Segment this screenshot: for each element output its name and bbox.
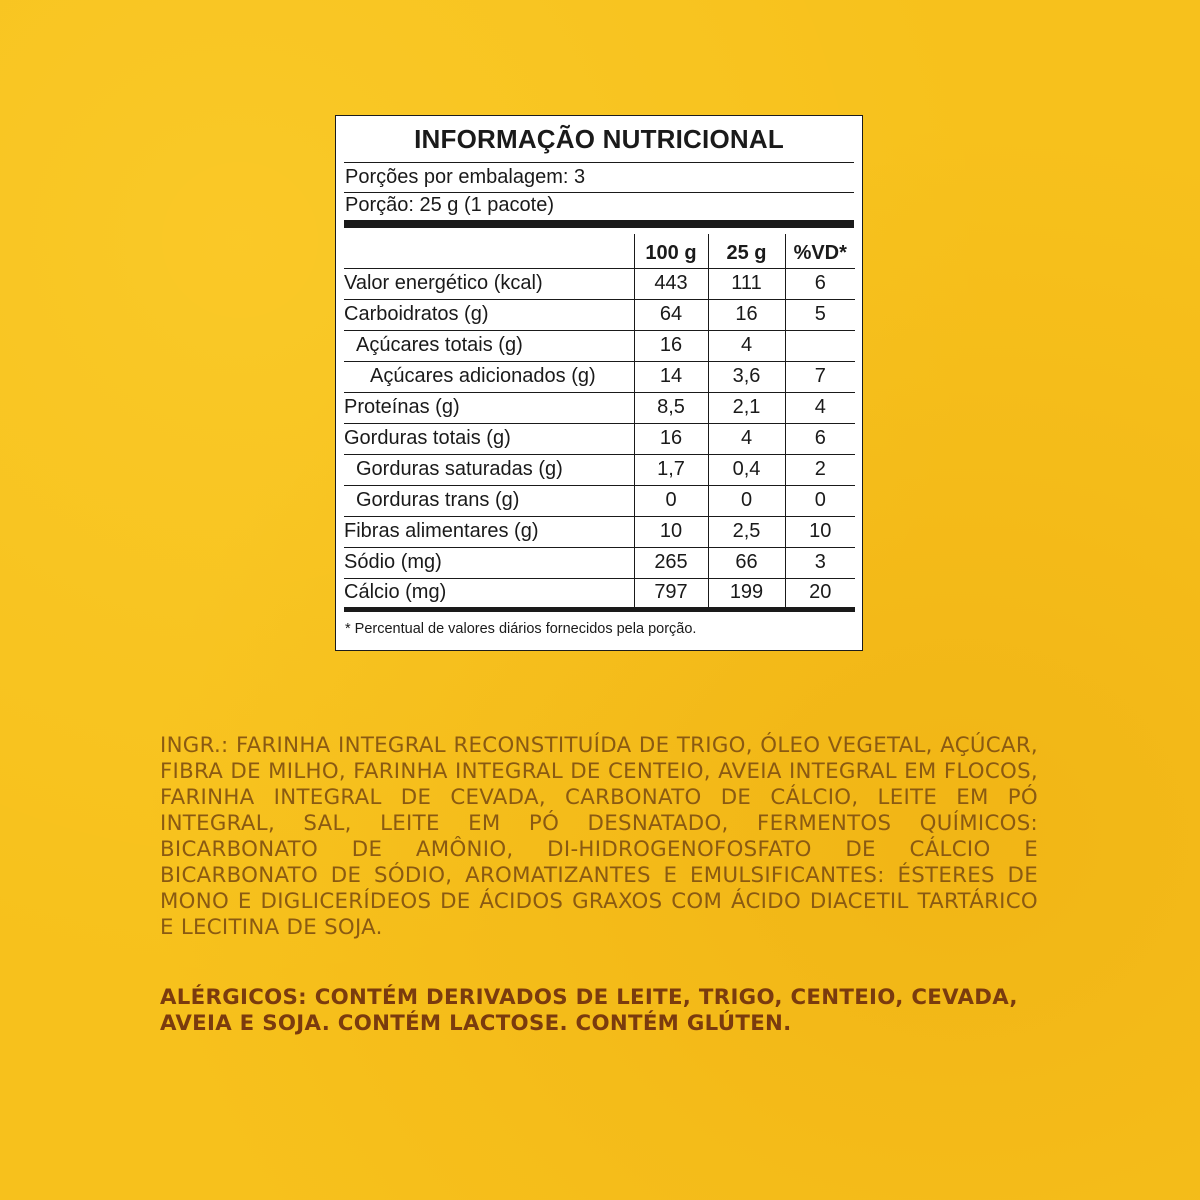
value-25g: 3,6 bbox=[708, 361, 785, 392]
value-vd: 6 bbox=[785, 268, 855, 299]
value-25g: 16 bbox=[708, 299, 785, 330]
table-row bbox=[344, 454, 855, 485]
value-vd: 2 bbox=[785, 454, 855, 485]
table-header-row bbox=[344, 234, 855, 268]
value-100g: 1,7 bbox=[634, 454, 708, 485]
value-25g: 0,4 bbox=[708, 454, 785, 485]
header-cell-label bbox=[344, 234, 634, 268]
value-25g: 66 bbox=[708, 547, 785, 578]
divider bbox=[344, 162, 854, 163]
nutrient-label: Gorduras saturadas (g) bbox=[344, 454, 634, 485]
value-25g: 199 bbox=[708, 578, 785, 609]
value-vd bbox=[785, 330, 855, 361]
nutrient-label: Cálcio (mg) bbox=[344, 578, 634, 609]
table-row bbox=[344, 423, 855, 454]
value-100g: 443 bbox=[634, 268, 708, 299]
nutrition-table bbox=[344, 234, 855, 612]
value-25g: 2,1 bbox=[708, 392, 785, 423]
table-row bbox=[344, 361, 855, 392]
table-row bbox=[344, 268, 855, 299]
value-25g: 0 bbox=[708, 485, 785, 516]
value-100g: 265 bbox=[634, 547, 708, 578]
value-100g: 14 bbox=[634, 361, 708, 392]
value-vd: 0 bbox=[785, 485, 855, 516]
ingredients-text: INGR.: FARINHA INTEGRAL RECONSTITUÍDA DE TRIGO, ÓLEO VEGETAL, AÇÚCAR, FIBRA DE MILHO, FARINHA INTEGRAL DE CENTEIO, AVEIA INTEGRAL EM FLOCOS, FARINHA INTEGRAL DE CEVADA, CARBONATO DE CÁLCIO, LEITE EM PÓ INTEGRAL, SAL, LEITE EM PÓ DESNATADO, FERMENTOS QUÍMICOS: BICARBONATO DE AMÔNIO, DI-HIDROGENOFOSFATO DE CÁLCIO E BICARBONATO DE SÓDIO, AROMATIZANTES E EMULSIFICANTES: ÉSTERES DE MONO E DIGLICERÍDEOS DE ÁCIDOS GRAXOS COM ÁCIDO DIACETIL TARTÁRICO E LECITINA DE SOJA. bbox=[160, 733, 1038, 940]
table-row bbox=[344, 299, 855, 330]
table-row bbox=[344, 547, 855, 578]
thick-divider bbox=[344, 220, 854, 228]
value-100g: 64 bbox=[634, 299, 708, 330]
nutrient-label: Gorduras trans (g) bbox=[344, 485, 634, 516]
nutrient-label: Sódio (mg) bbox=[344, 547, 634, 578]
table-row bbox=[344, 485, 855, 516]
value-100g: 0 bbox=[634, 485, 708, 516]
value-vd: 6 bbox=[785, 423, 855, 454]
table-row bbox=[344, 392, 855, 423]
nutrient-label: Fibras alimentares (g) bbox=[344, 516, 634, 547]
servings-per-package: Porções por embalagem: 3 bbox=[345, 166, 586, 188]
value-25g: 4 bbox=[708, 330, 785, 361]
serving-size: Porção: 25 g (1 pacote) bbox=[345, 194, 555, 216]
header-cell-100g: 100 g bbox=[634, 234, 708, 268]
table-row bbox=[344, 330, 855, 361]
value-25g: 2,5 bbox=[708, 516, 785, 547]
value-vd: 5 bbox=[785, 299, 855, 330]
divider bbox=[344, 192, 854, 193]
value-100g: 797 bbox=[634, 578, 708, 609]
value-vd: 4 bbox=[785, 392, 855, 423]
value-25g: 4 bbox=[708, 423, 785, 454]
nutrient-label: Açúcares totais (g) bbox=[344, 330, 634, 361]
table-row bbox=[344, 578, 855, 609]
header-cell-25g: 25 g bbox=[708, 234, 785, 268]
table-row bbox=[344, 516, 855, 547]
value-100g: 10 bbox=[634, 516, 708, 547]
value-vd: 3 bbox=[785, 547, 855, 578]
table-footnote: * Percentual de valores diários fornecidos pela porção. bbox=[345, 621, 697, 637]
value-vd: 10 bbox=[785, 516, 855, 547]
nutrient-label: Valor energético (kcal) bbox=[344, 268, 634, 299]
value-100g: 16 bbox=[634, 423, 708, 454]
value-vd: 7 bbox=[785, 361, 855, 392]
value-100g: 8,5 bbox=[634, 392, 708, 423]
nutrient-label: Gorduras totais (g) bbox=[344, 423, 634, 454]
allergens-text: ALÉRGICOS: CONTÉM DERIVADOS DE LEITE, TRIGO, CENTEIO, CEVADA, AVEIA E SOJA. CONTÉM LACTOSE. CONTÉM GLÚTEN. bbox=[160, 985, 1018, 1036]
nutrition-title: INFORMAÇÃO NUTRICIONAL bbox=[414, 124, 784, 154]
nutrition-facts-panel bbox=[335, 115, 863, 651]
nutrient-label: Açúcares adicionados (g) bbox=[344, 361, 634, 392]
header-cell-vd: %VD* bbox=[785, 234, 855, 268]
nutrient-label: Carboidratos (g) bbox=[344, 299, 634, 330]
value-25g: 111 bbox=[708, 268, 785, 299]
value-vd: 20 bbox=[785, 578, 855, 609]
nutrient-label: Proteínas (g) bbox=[344, 392, 634, 423]
value-100g: 16 bbox=[634, 330, 708, 361]
